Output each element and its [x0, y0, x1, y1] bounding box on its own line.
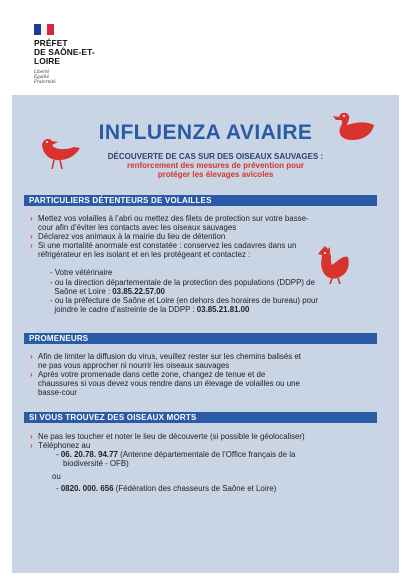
item-text: ne pas vous approcher ni nourrir les oiseaux sauvages — [38, 361, 230, 371]
phone-astreinte: 03.85.21.81.00 — [196, 304, 250, 314]
phone-ofb: 06. 20.78. 94.77 — [60, 450, 118, 460]
arrow-bullet-icon: › — [30, 370, 33, 380]
item-text: réfrigérateur en les isolant et en les protégeant et contactez : — [38, 250, 251, 260]
section-body-particuliers — [30, 214, 375, 314]
prefecture-logo — [34, 24, 114, 84]
poster-panel — [12, 95, 399, 573]
phone-ofb-line1: - 06. 20.78. 94.77 (Antenne départementale de l’Office français de la — [56, 450, 296, 460]
contact-ddpp-label: Saône et Loire : — [54, 286, 113, 296]
item-text: Téléphonez au — [38, 441, 91, 451]
section-body-promeneurs — [30, 352, 375, 397]
list-item — [30, 232, 375, 241]
item-text: Si une mortalité anormale est constatée : conservez les cadavres dans un — [38, 241, 297, 251]
subtitle-line1: DÉCOUVERTE DE CAS SUR DES OISEAUX SAUVAGES : — [107, 152, 324, 161]
subtitle-line2: renforcement des mesures de prévention pour — [127, 161, 304, 170]
poster-subtitle — [72, 152, 359, 179]
list-item — [30, 352, 375, 370]
phone-federation: 0820. 000. 656 — [60, 484, 114, 494]
motto-fraternite: Fraternité — [34, 79, 56, 84]
contact-prefecture-line1: - ou la préfecture de Saône et Loire (en dehors des horaires de bureau) pour — [50, 295, 319, 305]
prefet-title-line2: DE SAÔNE-ET-LOIRE — [34, 47, 95, 66]
item-text: cour afin d’éviter les contacts avec les oiseaux sauvages — [38, 223, 237, 233]
contact-prefecture-line2 — [30, 305, 375, 314]
contact-prefecture-label: joindre le cadre d’astreinte de la DDPP : — [54, 304, 197, 314]
phone-ofb-desc: (Antenne départementale de l’Office français de la — [117, 450, 296, 460]
phone-ofb-line2: biodiversité - OFB) — [63, 459, 129, 469]
or-text: ou — [52, 472, 61, 482]
arrow-bullet-icon: › — [30, 241, 33, 251]
section-heading-particuliers: PARTICULIERS DÉTENTEURS DE VOLAILLES — [24, 195, 377, 206]
list-item — [30, 370, 375, 397]
list-item — [30, 432, 375, 441]
contact-vet: - Votre vétérinaire — [50, 268, 113, 278]
item-text: Après votre promenade dans cette zone, changez de tenue et de — [38, 370, 266, 380]
item-text: Afin de limiter la diffusion du virus, veuillez rester sur les chemins balisés et — [38, 352, 301, 361]
list-item — [30, 214, 375, 232]
section-heading-promeneurs: PROMENEURS — [24, 333, 377, 344]
prefet-title-line1: PRÉFET — [34, 38, 68, 48]
arrow-bullet-icon: › — [30, 214, 33, 223]
arrow-bullet-icon: › — [30, 232, 33, 242]
arrow-bullet-icon: › — [30, 441, 33, 451]
motto-liberte: Liberté — [34, 69, 50, 74]
item-text: Mettez vos volailles à l’abri ou mettez des filets de protection sur votre basse- — [38, 214, 309, 223]
section-heading-oiseaux-morts: SI VOUS TROUVEZ DES OISEAUX MORTS — [24, 412, 377, 423]
item-text: Déclarez vos animaux à la mairie du lieu de détention — [38, 232, 226, 242]
item-text: basse-cour — [38, 388, 78, 398]
motto — [34, 69, 114, 84]
list-item — [30, 241, 375, 259]
motto-egalite: Égalité — [34, 74, 50, 79]
section-body-oiseaux-morts — [30, 432, 375, 494]
contact-ddpp-line1: - ou la direction départementale de la protection des populations (DDPP) de — [50, 277, 315, 287]
item-text: Ne pas les toucher et noter le lieu de découverte (si possible le géolocaliser) — [38, 432, 305, 441]
poster-title: INFLUENZA AVIAIRE — [98, 121, 313, 144]
phone-federation-line: - 0820. 000. 656 (Fédération des chasseurs de Saône et Loire) — [56, 484, 277, 494]
phone-federation-desc: (Fédération des chasseurs de Saône et Loire) — [113, 484, 277, 494]
arrow-bullet-icon: › — [30, 352, 33, 361]
french-flag-icon — [34, 24, 54, 35]
phone-ddpp: 03.85.22.57.00 — [112, 286, 165, 296]
item-text: chaussures si vous devez vous rendre dans un élevage de volailles ou une — [38, 379, 300, 389]
arrow-bullet-icon: › — [30, 432, 33, 441]
list-item — [30, 441, 375, 450]
subtitle-line3: protéger les élevages avicoles — [157, 170, 274, 179]
contact-ddpp-line2 — [30, 287, 375, 296]
